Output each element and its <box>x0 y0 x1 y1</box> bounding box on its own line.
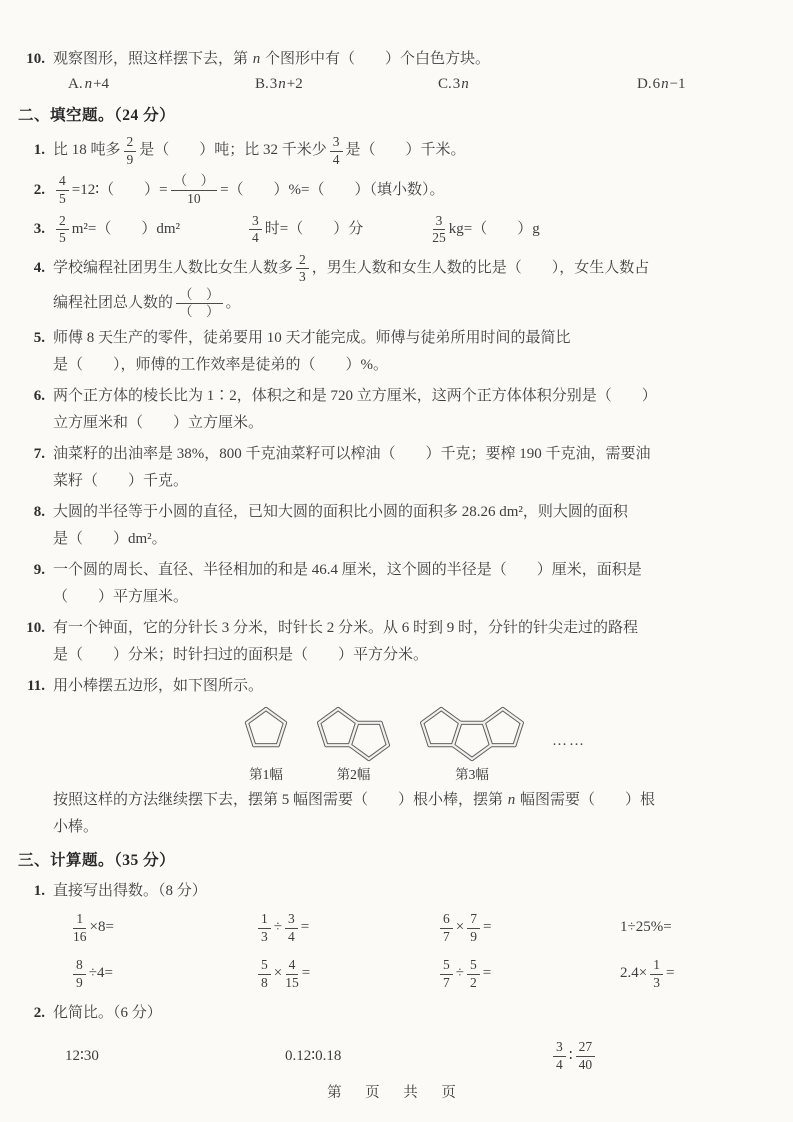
text-segment: = <box>665 965 675 982</box>
fill-in-questions <box>18 134 771 700</box>
question-line <box>18 353 771 379</box>
question-8 <box>18 500 771 553</box>
question-line <box>18 213 771 247</box>
calc-expression <box>255 957 437 991</box>
text-segment: = <box>482 965 492 982</box>
subsection-title: 化简比。（6 分） <box>53 1005 162 1022</box>
question-line <box>18 134 771 168</box>
fraction <box>73 958 86 990</box>
text-segment: 个图形中有（ ）个白色方块。 <box>261 51 491 68</box>
figure-label: 第2幅 <box>336 767 371 782</box>
choice-option <box>255 74 438 96</box>
text-segment: 菜籽（ ）千克。 <box>53 473 189 490</box>
choice-option <box>438 74 637 96</box>
fraction-denominator: 7 <box>443 974 450 990</box>
question-text <box>53 413 771 435</box>
option-expression <box>653 74 686 96</box>
text-segment: 按照这样的方法继续摆下去，摆第 5 幅图需要（ ）根小棒，摆第 <box>53 791 507 808</box>
fraction-denominator: 7 <box>443 928 450 944</box>
fraction-denominator: 3 <box>653 974 660 990</box>
text-segment: 是（ ）分米；时针扫过的面积是（ ）平方分米。 <box>53 647 429 664</box>
text-segment: 编程社团总人数的 <box>53 295 174 312</box>
fraction <box>258 958 271 990</box>
question-text <box>53 502 771 524</box>
text-segment: 6 <box>652 76 661 92</box>
fraction-denominator: 8 <box>261 974 268 990</box>
figure-item-1 <box>243 705 289 785</box>
question-11-continuation <box>18 788 771 841</box>
question-3 <box>18 213 771 247</box>
text-segment: −1 <box>669 76 686 92</box>
pentagon-figure-2-image <box>315 705 392 763</box>
option-label: A. <box>68 76 83 92</box>
calc-expression <box>255 911 437 945</box>
subsection-1-title-line <box>18 879 771 905</box>
question-text <box>53 173 771 207</box>
question-number: 5. <box>33 330 45 347</box>
question-line <box>18 411 771 437</box>
question-text <box>53 252 771 286</box>
question-line <box>18 674 771 700</box>
section-title-calculation: 三、计算题。（35 分） <box>18 851 176 869</box>
text-segment: × <box>455 919 465 936</box>
fraction-numerator: 4 <box>286 958 299 975</box>
section-title-fill-in: 二、填空题。（24 分） <box>18 106 176 124</box>
question-number: 11. <box>27 678 45 695</box>
question-line <box>18 558 771 584</box>
question-line <box>18 47 771 73</box>
fraction <box>176 288 223 320</box>
option-expression <box>84 74 109 96</box>
question-number: 4. <box>33 259 45 276</box>
ratio-expression <box>65 1039 285 1073</box>
question-10 <box>18 616 771 669</box>
figure-item-2 <box>315 705 392 785</box>
fraction-denominator: 40 <box>578 1056 593 1072</box>
question-number: 6. <box>33 388 45 405</box>
text-segment: 师傅 8 天生产的零件，徒弟要用 10 天才能完成。师傅与徒弟所用时间的最简比 <box>53 330 571 347</box>
fraction <box>440 958 453 990</box>
question-text <box>53 790 771 812</box>
question-line <box>18 326 771 352</box>
question-text <box>53 645 771 667</box>
question-number: 7. <box>33 446 45 463</box>
choice-option <box>68 74 255 96</box>
fraction <box>576 1040 596 1072</box>
fraction <box>467 912 480 944</box>
fraction-denominator: 9 <box>76 974 83 990</box>
text-segment: 用小棒摆五边形，如下图所示。 <box>53 678 264 695</box>
fraction <box>296 253 309 285</box>
question-text <box>53 560 771 582</box>
question-5 <box>18 326 771 379</box>
question-text <box>53 587 771 609</box>
fraction <box>258 912 271 944</box>
fraction-numerator: 3 <box>285 912 298 929</box>
fraction-numerator: 1 <box>258 912 271 929</box>
fraction-denominator: 5 <box>59 230 66 246</box>
fraction-denominator: 10 <box>187 190 201 206</box>
fraction <box>285 912 298 944</box>
text-segment: 。 <box>225 295 241 312</box>
question-9 <box>18 558 771 611</box>
fraction-numerator: 4 <box>56 174 69 191</box>
fraction-denominator: 3 <box>299 269 306 285</box>
question-text <box>53 287 771 321</box>
option-label: D. <box>637 76 652 92</box>
text-segment: 学校编程社团男生人数比女生人数多 <box>53 259 294 276</box>
question-line <box>18 252 771 286</box>
subsection-2-title-line <box>18 1001 771 1027</box>
calc-expression <box>437 911 620 945</box>
figure-label: 第3幅 <box>455 767 489 782</box>
fraction-numerator: 27 <box>576 1040 596 1057</box>
question-number: 10. <box>26 51 45 68</box>
choice-question-10 <box>18 47 771 96</box>
text-segment: = <box>300 919 310 936</box>
variable-n: n <box>661 76 669 92</box>
text-segment: 幅图需要（ ）根 <box>516 791 656 808</box>
fraction <box>330 135 343 167</box>
question-number: 1. <box>33 142 45 159</box>
question-number: 10. <box>26 620 45 637</box>
text-segment: = <box>301 965 311 982</box>
text-segment: 1÷25%= <box>620 919 672 936</box>
fraction-numerator: 7 <box>467 912 480 929</box>
fraction-denominator: 25 <box>432 230 446 246</box>
subsection-title: 直接写出得数。（8 分） <box>53 883 207 900</box>
question-text <box>53 213 771 247</box>
question-text <box>53 49 771 71</box>
fraction-numerator: 1 <box>73 912 86 929</box>
ratio-expression <box>550 1039 771 1073</box>
fraction <box>432 214 446 246</box>
page-footer: 第 页 共 页 <box>327 1084 466 1101</box>
text-segment: ，男生人数和女生人数的比是（ ），女生人数占 <box>311 259 650 276</box>
fraction-numerator: 5 <box>440 958 453 975</box>
fraction-denominator: 9 <box>470 928 477 944</box>
text-segment: 立方厘米和（ ）立方厘米。 <box>53 415 264 432</box>
question-number: 2. <box>33 181 45 198</box>
figure-label: 第1幅 <box>249 767 283 782</box>
pentagon-figure-1-image <box>243 705 289 763</box>
fraction-denominator: 4 <box>252 230 259 246</box>
fraction-numerator: 5 <box>467 958 480 975</box>
question-text <box>53 444 771 466</box>
fraction <box>650 958 663 990</box>
question-line <box>18 287 771 321</box>
question-text <box>53 328 771 350</box>
fraction-denominator: 4 <box>556 1056 563 1072</box>
fraction <box>124 135 137 167</box>
question-text <box>53 618 771 640</box>
calc-expression <box>620 911 771 945</box>
fraction-numerator: 2 <box>296 253 309 270</box>
option-label: B. <box>255 76 269 92</box>
question-2 <box>18 173 771 207</box>
variable-n: n <box>252 51 261 68</box>
text-segment: 是（ ）dm²。 <box>53 531 167 548</box>
text-segment: 3 <box>269 76 278 92</box>
choice-options-row <box>68 74 771 96</box>
fraction-numerator: 1 <box>650 958 663 975</box>
question-text <box>53 676 771 698</box>
fraction-numerator: 2 <box>124 135 137 152</box>
question-4 <box>18 252 771 321</box>
fraction <box>56 214 69 246</box>
text-segment: 是（ ）吨；比 32 千米少 <box>139 142 327 159</box>
fraction-numerator: 3 <box>249 214 262 231</box>
fraction-numerator: 3 <box>553 1040 566 1057</box>
fraction-numerator: 2 <box>56 214 69 231</box>
calc-expression <box>70 957 255 991</box>
question-text <box>53 529 771 551</box>
fraction-numerator: 5 <box>258 958 271 975</box>
fraction-denominator: 16 <box>73 928 87 944</box>
question-line <box>18 585 771 611</box>
fraction-denominator: 5 <box>59 190 66 206</box>
ratio-items-row <box>65 1039 771 1073</box>
subsection-number: 1. <box>33 883 45 900</box>
fraction-numerator: 6 <box>440 912 453 929</box>
text-segment: 是（ ）千米。 <box>345 142 466 159</box>
fraction-numerator: 8 <box>73 958 86 975</box>
fraction-denominator: 15 <box>285 974 299 990</box>
option-label: C. <box>438 76 452 92</box>
ratio-expression <box>285 1039 550 1073</box>
question-text <box>53 355 771 377</box>
text-segment: ÷ <box>273 919 282 936</box>
text-segment: 一个圆的周长、直径、半径相加的和是 46.4 厘米，这个圆的半径是（ ）厘米，面积是 <box>53 562 642 579</box>
text-segment: 有一个钟面，它的分针长 3 分米，时针长 2 分米。从 6 时到 9 时，分针的针尖走过的路程 <box>53 620 639 637</box>
text-segment: =12∶（ ）= <box>71 181 168 198</box>
fraction <box>440 912 453 944</box>
option-expression <box>270 74 303 96</box>
fraction-numerator: （ ） <box>171 174 218 191</box>
fraction-numerator: （ ） <box>176 288 223 305</box>
question-7 <box>18 442 771 495</box>
option-expression <box>453 74 470 96</box>
text-segment: m²=（ ）dm² <box>71 220 181 237</box>
text-segment: × <box>273 965 283 982</box>
text-segment: =（ ）%=（ ）（填小数）。 <box>220 181 445 198</box>
variable-n: n <box>278 76 286 92</box>
text-segment: 观察图形，照这样摆下去，第 <box>53 51 252 68</box>
calc-expression <box>70 911 255 945</box>
variable-n: n <box>507 791 516 808</box>
fraction <box>285 958 299 990</box>
fraction-denominator: 9 <box>126 151 134 167</box>
question-line <box>18 173 771 207</box>
text-segment: （ ）平方厘米。 <box>53 589 189 606</box>
question-line <box>18 815 771 841</box>
text-segment: kg=（ ）g <box>448 220 540 237</box>
text-segment: ∶ <box>568 1047 573 1064</box>
question-line <box>18 442 771 468</box>
fraction-denominator: 4 <box>287 928 295 944</box>
question-text <box>53 471 771 493</box>
subsection-number: 2. <box>33 1005 45 1022</box>
calculation-grid <box>70 911 771 991</box>
fraction-denominator: （ ） <box>179 304 220 320</box>
fraction <box>73 912 87 944</box>
text-segment: 0.12∶0.18 <box>285 1047 342 1064</box>
fraction-denominator: 2 <box>469 974 477 990</box>
fraction-denominator: 4 <box>332 151 340 167</box>
question-11 <box>18 674 771 700</box>
fraction <box>56 174 69 206</box>
text-segment: +4 <box>93 76 110 92</box>
text-segment: ×8= <box>89 919 114 936</box>
choice-option <box>637 74 771 96</box>
text-segment: +2 <box>286 76 303 92</box>
calc-expression <box>437 957 620 991</box>
variable-n: n <box>84 76 93 92</box>
text-segment: 是（ ），师傅的工作效率是徒弟的（ ）%。 <box>53 357 388 374</box>
question-line <box>18 384 771 410</box>
text-segment: ÷4= <box>88 965 113 982</box>
question-number: 3. <box>33 220 45 237</box>
question-1 <box>18 134 771 168</box>
question-text <box>53 817 771 839</box>
text-segment: 大圆的半径等于小圆的直径，已知大圆的面积比小圆的面积多 28.26 dm²，则大圆的面积 <box>53 504 628 521</box>
question-text <box>53 386 771 408</box>
question-line <box>18 500 771 526</box>
fraction <box>467 958 480 990</box>
text-segment: ÷ <box>455 965 464 982</box>
text-segment: 3 <box>452 76 461 92</box>
text-segment: 12∶30 <box>65 1047 99 1064</box>
pentagon-figure-3-image <box>418 705 526 763</box>
pentagon-figures <box>243 705 771 785</box>
question-line <box>18 788 771 814</box>
ellipsis-text: …… <box>552 733 586 749</box>
question-line <box>18 643 771 669</box>
calc-expression <box>620 957 771 991</box>
text-segment: 比 18 吨多 <box>53 142 121 159</box>
question-line <box>18 527 771 553</box>
fraction <box>249 214 262 246</box>
fraction-denominator: 3 <box>261 928 268 944</box>
text-segment: 时=（ ）分 <box>264 220 364 237</box>
fraction-numerator: 3 <box>433 214 446 231</box>
question-text <box>53 134 771 168</box>
question-number: 9. <box>33 562 45 579</box>
text-segment: 油菜籽的出油率是 38%，800 千克油菜籽可以榨油（ ）千克；要榨 190 千克油，需要油 <box>53 446 651 463</box>
question-line <box>18 469 771 495</box>
variable-n: n <box>461 76 469 92</box>
text-segment: 两个正方体的棱长比为 1∶2，体积之和是 720 立方厘米，这两个正方体体积分别是（ ） <box>53 388 657 405</box>
question-number: 8. <box>33 504 45 521</box>
text-segment: = <box>482 919 492 936</box>
fraction <box>171 174 218 206</box>
question-6 <box>18 384 771 437</box>
text-segment: 2.4× <box>620 965 648 982</box>
question-line <box>18 616 771 642</box>
text-segment: 小棒。 <box>53 818 99 835</box>
fraction <box>553 1040 566 1072</box>
figure-item-3 <box>418 705 526 785</box>
fraction-numerator: 3 <box>330 135 343 152</box>
